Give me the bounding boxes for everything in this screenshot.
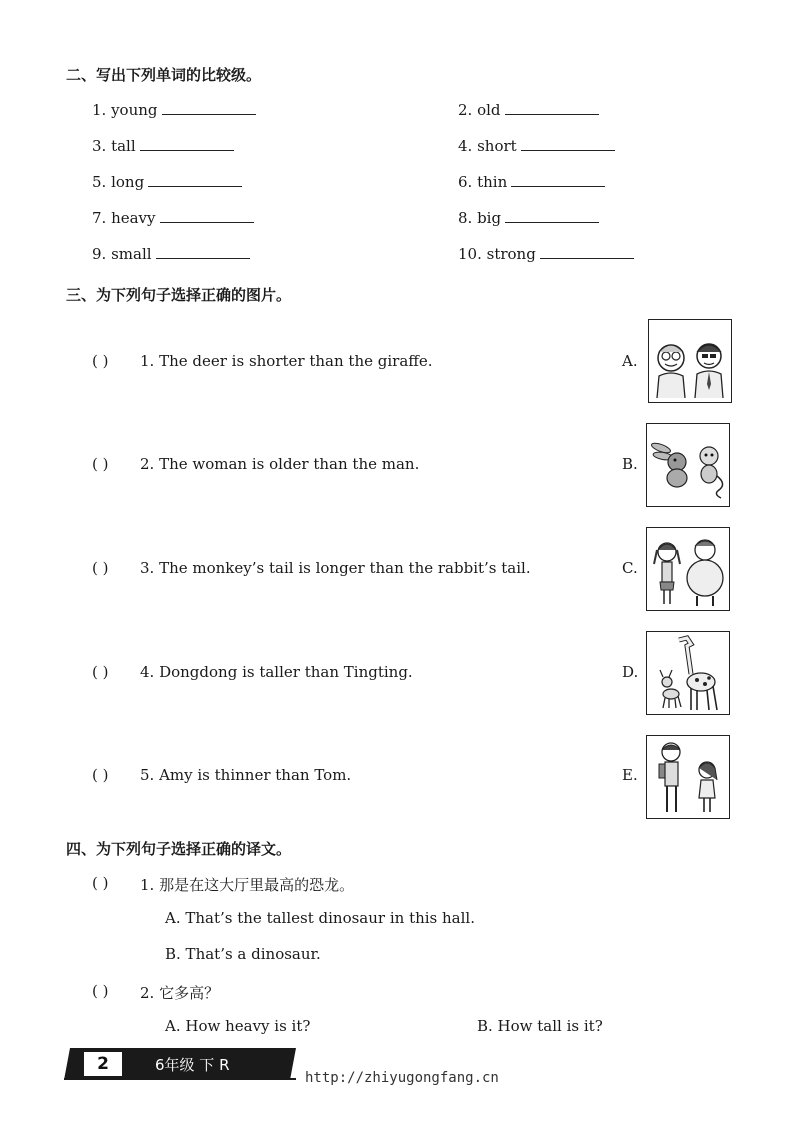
answer-parens-1[interactable]: ( ) — [92, 352, 109, 370]
answer-parens-3[interactable]: ( ) — [92, 559, 109, 577]
item-label: 9. small — [92, 245, 152, 263]
section4-heading: 四、为下列句子选择正确的译文。 — [66, 840, 292, 858]
answer-blank[interactable] — [511, 172, 605, 187]
answer-parens-s4-1[interactable]: ( ) — [92, 874, 109, 892]
answer-blank[interactable] — [160, 208, 254, 223]
picture-label-e: E. — [622, 766, 638, 784]
section2-heading: 二、写出下列单词的比较级。 — [66, 66, 262, 84]
comparative-item-7 — [92, 208, 254, 227]
sentence-5: 5. Amy is thinner than Tom. — [140, 766, 352, 784]
answer-blank[interactable] — [140, 136, 234, 151]
sentence-1: 1. The deer is shorter than the giraffe. — [140, 352, 433, 370]
answer-blank[interactable] — [148, 172, 242, 187]
people-illustration-icon — [649, 320, 731, 402]
sentence-4: 4. Dongdong is taller than Tingting. — [140, 663, 413, 681]
footer-url[interactable]: http://zhiyugongfang.cn — [305, 1070, 499, 1086]
comparative-item-4 — [458, 136, 615, 155]
translation-q2-option-a: A. How heavy is it? — [165, 1017, 311, 1035]
answer-parens-4[interactable]: ( ) — [92, 663, 109, 681]
picture-c-thin-girl-and-fat-boy — [646, 527, 730, 611]
item-label: 10. strong — [458, 245, 536, 263]
comparative-item-10 — [458, 244, 634, 263]
translation-q1-option-a: A. That’s the tallest dinosaur in this hall. — [165, 909, 475, 927]
picture-a-elderly-man-and-young-man — [648, 319, 732, 403]
comparative-item-6 — [458, 172, 605, 191]
item-label: 4. short — [458, 137, 517, 155]
comparative-item-2 — [458, 100, 599, 119]
comparative-item-9 — [92, 244, 250, 263]
picture-label-c: C. — [622, 559, 638, 577]
page-number: 2 — [84, 1052, 122, 1076]
item-label: 7. heavy — [92, 209, 156, 227]
translation-q2-option-b: B. How tall is it? — [477, 1017, 603, 1035]
picture-b-rabbit-and-monkey — [646, 423, 730, 507]
item-label: 5. long — [92, 173, 145, 191]
item-label: 6. thin — [458, 173, 508, 191]
answer-parens-2[interactable]: ( ) — [92, 455, 109, 473]
comparative-item-3 — [92, 136, 234, 155]
translation-q1-prompt: 1. 那是在这大厅里最高的恐龙。 — [140, 876, 355, 894]
answer-blank[interactable] — [156, 244, 250, 259]
item-label: 2. old — [458, 101, 501, 119]
picture-d-deer-and-giraffe — [646, 631, 730, 715]
answer-blank[interactable] — [162, 100, 256, 115]
section3-heading: 三、为下列句子选择正确的图片。 — [66, 286, 292, 304]
picture-label-b: B. — [622, 455, 638, 473]
comparative-item-8 — [458, 208, 599, 227]
answer-blank[interactable] — [505, 208, 599, 223]
comparative-item-1 — [92, 100, 256, 119]
boy-and-girl-icon — [647, 736, 729, 818]
picture-e-tall-boy-and-short-girl — [646, 735, 730, 819]
item-label: 3. tall — [92, 137, 136, 155]
comparative-item-5 — [92, 172, 242, 191]
answer-blank[interactable] — [540, 244, 634, 259]
sentence-2: 2. The woman is older than the man. — [140, 455, 420, 473]
item-label: 1. young — [92, 101, 158, 119]
girl-and-boy-icon — [647, 528, 729, 610]
rabbit-and-monkey-icon — [647, 424, 729, 506]
item-label: 8. big — [458, 209, 502, 227]
picture-label-d: D. — [622, 663, 639, 681]
answer-blank[interactable] — [521, 136, 615, 151]
answer-parens-5[interactable]: ( ) — [92, 766, 109, 784]
sentence-3: 3. The monkey’s tail is longer than the rabbit’s tail. — [140, 559, 531, 577]
grade-label: 6年级 下 R — [155, 1056, 230, 1074]
deer-and-giraffe-icon — [647, 632, 729, 714]
answer-parens-s4-2[interactable]: ( ) — [92, 982, 109, 1000]
translation-q2-prompt: 2. 它多高？ — [140, 984, 220, 1002]
picture-label-a: A. — [622, 352, 638, 370]
translation-q1-option-b: B. That’s a dinosaur. — [165, 945, 321, 963]
answer-blank[interactable] — [505, 100, 599, 115]
